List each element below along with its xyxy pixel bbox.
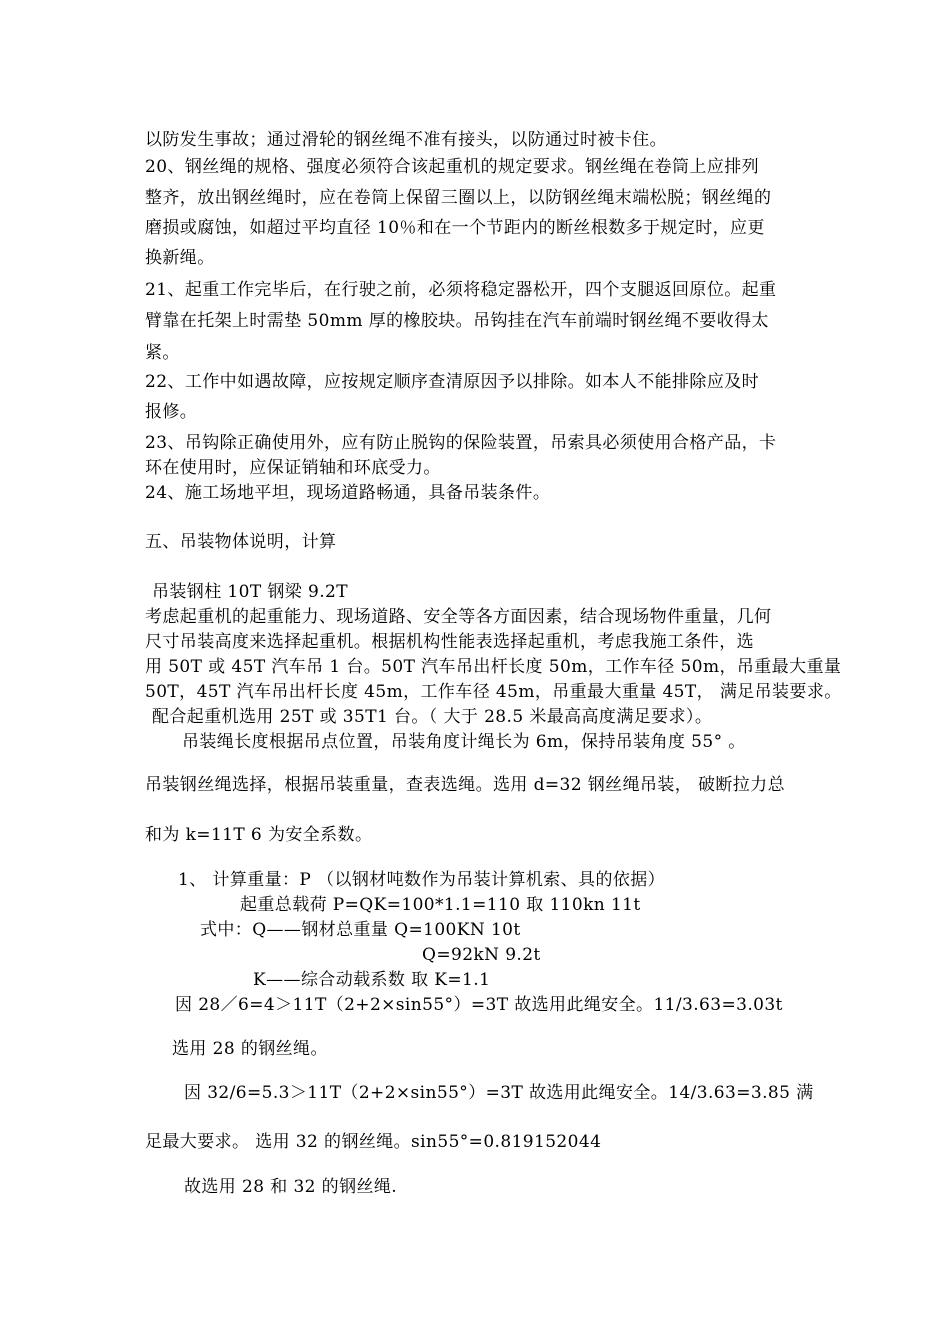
text-line-4: 磨损或腐蚀，如超过平均直径 10％和在一个节距内的断丝根数多于规定时，应更	[145, 218, 765, 238]
text-line-9: 22、工作中如遇故障，应按规定顺序查清原因予以排除。如本人不能排除应及时	[145, 372, 760, 392]
calc-step-1: 1、 计算重量：P （以钢材吨数作为吊装计算机索、具的依据）	[178, 870, 666, 890]
calc-total-load: 起重总载荷 P=QK=100*1.1=110 取 110kn 11t	[240, 895, 641, 915]
text-line-6: 21、起重工作完毕后，在行驶之前，必须将稳定器松开，四个支腿返回原位。起重	[145, 280, 777, 300]
text-line-8: 紧。	[145, 343, 180, 363]
calc-q-definition: 式中：Q——钢材总重量 Q=100KN 10t	[200, 920, 521, 940]
text-line-3: 整齐，放出钢丝绳时，应在卷筒上保留三圈以上，以防钢丝绳末端松脱；钢丝绳的	[145, 188, 772, 208]
text-line-15: 考虑起重机的起重能力、现场道路、安全等各方面因素，结合现场物件重量，几何	[145, 607, 772, 627]
text-line-17: 用 50T 或 45T 汽车吊 1 台。50T 汽车吊出杆长度 50m，工作车径 50m，吊重最大重量	[145, 657, 842, 677]
calc-k-definition: K——综合动载系数 取 K=1.1	[253, 970, 491, 990]
section-heading: 五、吊装物体说明，计算	[145, 532, 337, 552]
calc-rope-28: 因 28／6=4＞11T（2+2×sin55°）=3T 故选用此绳安全。11/3.63=3.03t	[175, 995, 783, 1015]
calc-q-value: Q=92kN 9.2t	[422, 945, 541, 965]
text-line-1: 以防发生事故；通过滑轮的钢丝绳不准有接头，以防通过时被卡住。	[145, 130, 667, 150]
text-select-28: 选用 28 的钢丝绳。	[172, 1039, 328, 1059]
calc-rope-32: 因 32/6=5.3＞11T（2+2×sin55°）=3T 故选用此绳安全。14/3.63=3.85 满	[184, 1083, 814, 1103]
conclusion-line: 故选用 28 和 32 的钢丝绳.	[184, 1177, 398, 1197]
text-line-7: 臂靠在托架上时需垫 50mm 厚的橡胶块。吊钩挂在汽车前端时钢丝绳不要收得太	[145, 311, 769, 331]
text-line-14: 吊装钢柱 10T 钢梁 9.2T	[152, 582, 348, 602]
text-line-12: 环在使用时，应保证销轴和环底受力。	[145, 458, 441, 478]
text-line-16: 尺寸吊装高度来选择起重机。根据机构性能表选择起重机，考虑我施工条件，选	[145, 632, 754, 652]
text-line-5: 换新绳。	[145, 248, 215, 268]
text-line-22: 和为 k=11T 6 为安全系数。	[145, 825, 373, 845]
text-line-13: 24、施工场地平坦，现场道路畅通，具备吊装条件。	[145, 483, 551, 503]
text-line-18: 50T，45T 汽车吊出杆长度 45m，工作车径 45m，吊重最大重量 45T， 满足吊装要求。	[145, 682, 842, 702]
text-line-11: 23、吊钩除正确使用外，应有防止脱钩的保险装置，吊索具必须使用合格产品，卡	[145, 433, 777, 453]
text-select-32: 足最大要求。 选用 32 的钢丝绳。sin55°=0.819152044	[145, 1132, 602, 1152]
text-line-10: 报修。	[145, 402, 198, 422]
text-line-2: 20、钢丝绳的规格、强度必须符合该起重机的规定要求。钢丝绳在卷筒上应排列	[145, 157, 760, 177]
text-line-19: 配合起重机选用 25T 或 35T1 台。（ 大于 28.5 米最高高度满足要求）。	[152, 707, 713, 727]
text-line-21: 吊装钢丝绳选择，根据吊装重量，查表选绳。选用 d=32 钢丝绳吊装， 破断拉力总	[145, 775, 785, 795]
text-line-20: 吊装绳长度根据吊点位置，吊装角度计绳长为 6m，保持吊装角度 55° 。	[182, 732, 746, 752]
